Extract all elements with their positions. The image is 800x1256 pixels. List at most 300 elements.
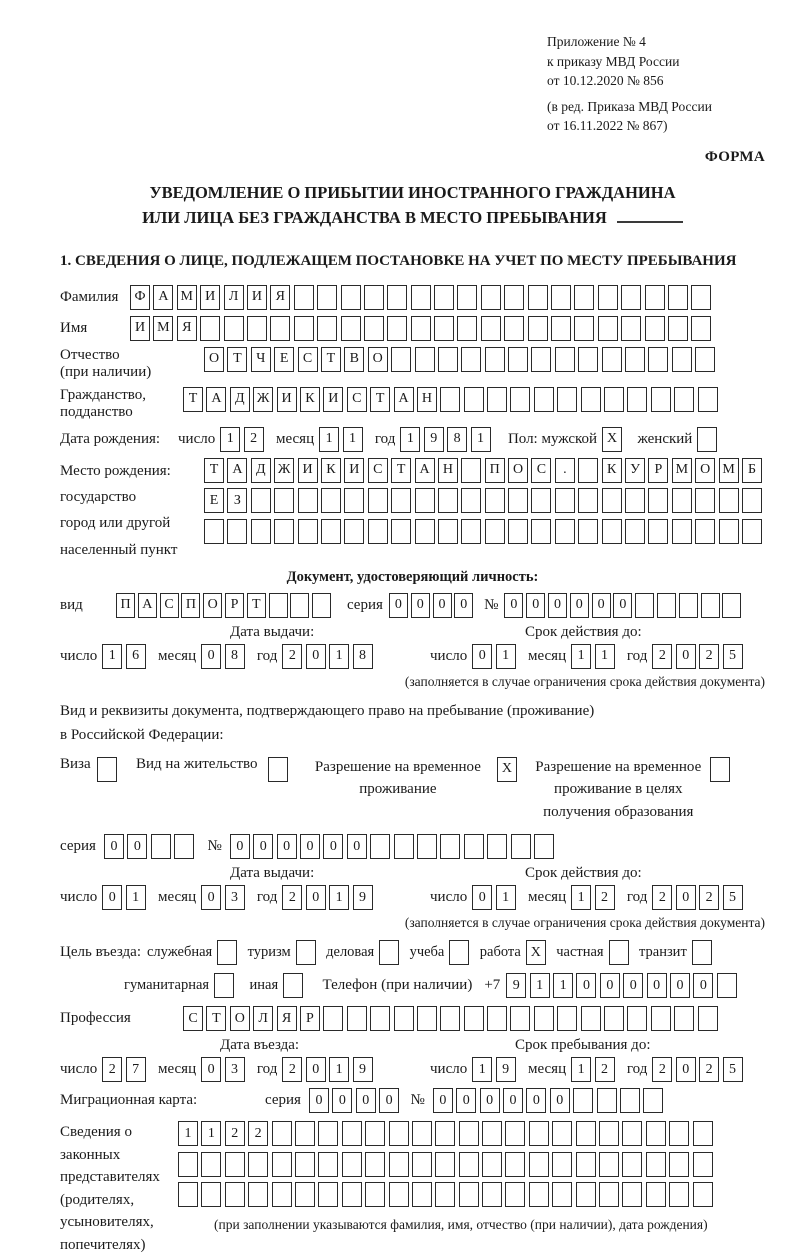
char-cell[interactable]: 2: [699, 885, 719, 910]
char-cell[interactable]: [487, 387, 507, 412]
char-cell[interactable]: [394, 834, 414, 859]
char-cell[interactable]: [482, 1121, 502, 1146]
char-cell[interactable]: С: [531, 458, 551, 483]
char-cell[interactable]: 1: [329, 644, 349, 669]
char-cell[interactable]: [578, 488, 598, 513]
char-cell[interactable]: [415, 519, 435, 544]
char-cell[interactable]: [555, 347, 575, 372]
char-cell[interactable]: [178, 1152, 198, 1177]
char-cell[interactable]: П: [485, 458, 505, 483]
char-cell[interactable]: [321, 519, 341, 544]
char-cell[interactable]: [269, 593, 288, 618]
char-cell[interactable]: [434, 285, 454, 310]
char-cell[interactable]: [272, 1182, 292, 1207]
char-cell[interactable]: 1: [319, 427, 339, 452]
char-cell[interactable]: [200, 316, 220, 341]
char-cell[interactable]: [551, 285, 571, 310]
char-cell[interactable]: [347, 1006, 367, 1031]
char-cell[interactable]: [625, 347, 645, 372]
char-cell[interactable]: 5: [723, 644, 743, 669]
char-cell[interactable]: [698, 387, 718, 412]
char-cell[interactable]: Т: [183, 387, 203, 412]
char-cell[interactable]: 1: [496, 885, 516, 910]
char-cell[interactable]: [251, 488, 271, 513]
char-cell[interactable]: [411, 285, 431, 310]
char-cell[interactable]: [461, 488, 481, 513]
char-cell[interactable]: 0: [201, 885, 221, 910]
char-cell[interactable]: [620, 1088, 640, 1113]
char-cell[interactable]: [693, 1152, 713, 1177]
char-cell[interactable]: [599, 1182, 619, 1207]
char-cell[interactable]: [481, 316, 501, 341]
char-cell[interactable]: [201, 1152, 221, 1177]
char-cell[interactable]: [622, 1182, 642, 1207]
char-cell[interactable]: Ф: [130, 285, 150, 310]
char-cell[interactable]: 2: [595, 1057, 615, 1082]
char-cell[interactable]: [464, 1006, 484, 1031]
char-cell[interactable]: [646, 1182, 666, 1207]
char-cell[interactable]: Ж: [274, 458, 294, 483]
char-cell[interactable]: 1: [571, 644, 591, 669]
char-cell[interactable]: [461, 519, 481, 544]
char-cell[interactable]: 0: [526, 593, 545, 618]
char-cell[interactable]: [391, 519, 411, 544]
char-cell[interactable]: [651, 1006, 671, 1031]
char-cell[interactable]: [529, 1121, 549, 1146]
char-cell[interactable]: 0: [201, 644, 221, 669]
char-cell[interactable]: М: [672, 458, 692, 483]
char-cell[interactable]: [697, 427, 717, 452]
char-cell[interactable]: [312, 593, 331, 618]
char-cell[interactable]: [504, 316, 524, 341]
char-cell[interactable]: 0: [576, 973, 596, 998]
char-cell[interactable]: 0: [433, 593, 452, 618]
char-cell[interactable]: [295, 1182, 315, 1207]
char-cell[interactable]: [669, 1182, 689, 1207]
char-cell[interactable]: [581, 387, 601, 412]
char-cell[interactable]: 0: [323, 834, 343, 859]
char-cell[interactable]: [317, 285, 337, 310]
char-cell[interactable]: [364, 285, 384, 310]
char-cell[interactable]: [438, 488, 458, 513]
char-cell[interactable]: [464, 834, 484, 859]
char-cell[interactable]: [645, 285, 665, 310]
char-cell[interactable]: [602, 519, 622, 544]
char-cell[interactable]: 0: [347, 834, 367, 859]
char-cell[interactable]: [411, 316, 431, 341]
char-cell[interactable]: Б: [742, 458, 762, 483]
char-cell[interactable]: X: [497, 757, 517, 782]
char-cell[interactable]: [344, 519, 364, 544]
char-cell[interactable]: Р: [225, 593, 244, 618]
char-cell[interactable]: [510, 387, 530, 412]
char-cell[interactable]: 0: [472, 885, 492, 910]
char-cell[interactable]: 0: [647, 973, 667, 998]
char-cell[interactable]: [268, 757, 288, 782]
char-cell[interactable]: 0: [548, 593, 567, 618]
char-cell[interactable]: 0: [379, 1088, 399, 1113]
char-cell[interactable]: [551, 316, 571, 341]
char-cell[interactable]: Ж: [253, 387, 273, 412]
char-cell[interactable]: 0: [472, 644, 492, 669]
char-cell[interactable]: [710, 757, 730, 782]
char-cell[interactable]: 1: [102, 644, 122, 669]
char-cell[interactable]: [459, 1182, 479, 1207]
char-cell[interactable]: [528, 316, 548, 341]
char-cell[interactable]: [295, 1152, 315, 1177]
char-cell[interactable]: [602, 488, 622, 513]
char-cell[interactable]: [672, 488, 692, 513]
char-cell[interactable]: [719, 519, 739, 544]
char-cell[interactable]: [412, 1121, 432, 1146]
char-cell[interactable]: [368, 519, 388, 544]
char-cell[interactable]: 8: [447, 427, 467, 452]
char-cell[interactable]: И: [298, 458, 318, 483]
char-cell[interactable]: [298, 488, 318, 513]
char-cell[interactable]: [674, 387, 694, 412]
char-cell[interactable]: [341, 285, 361, 310]
char-cell[interactable]: 0: [670, 973, 690, 998]
char-cell[interactable]: [295, 1121, 315, 1146]
char-cell[interactable]: 1: [571, 885, 591, 910]
char-cell[interactable]: [574, 285, 594, 310]
char-cell[interactable]: [201, 1182, 221, 1207]
char-cell[interactable]: 0: [411, 593, 430, 618]
char-cell[interactable]: 0: [433, 1088, 453, 1113]
char-cell[interactable]: [370, 834, 390, 859]
char-cell[interactable]: 0: [102, 885, 122, 910]
char-cell[interactable]: [459, 1121, 479, 1146]
char-cell[interactable]: [217, 940, 237, 965]
char-cell[interactable]: 9: [353, 885, 373, 910]
char-cell[interactable]: [693, 1121, 713, 1146]
char-cell[interactable]: [412, 1182, 432, 1207]
char-cell[interactable]: Р: [300, 1006, 320, 1031]
char-cell[interactable]: О: [695, 458, 715, 483]
char-cell[interactable]: 0: [550, 1088, 570, 1113]
char-cell[interactable]: [342, 1182, 362, 1207]
char-cell[interactable]: [691, 316, 711, 341]
char-cell[interactable]: [621, 285, 641, 310]
char-cell[interactable]: [435, 1182, 455, 1207]
char-cell[interactable]: 1: [530, 973, 550, 998]
char-cell[interactable]: Т: [391, 458, 411, 483]
char-cell[interactable]: С: [347, 387, 367, 412]
char-cell[interactable]: А: [415, 458, 435, 483]
char-cell[interactable]: К: [300, 387, 320, 412]
char-cell[interactable]: [457, 316, 477, 341]
char-cell[interactable]: X: [526, 940, 546, 965]
char-cell[interactable]: 0: [526, 1088, 546, 1113]
char-cell[interactable]: Я: [270, 285, 290, 310]
char-cell[interactable]: [459, 1152, 479, 1177]
char-cell[interactable]: 0: [592, 593, 611, 618]
char-cell[interactable]: А: [394, 387, 414, 412]
char-cell[interactable]: П: [181, 593, 200, 618]
char-cell[interactable]: 0: [389, 593, 408, 618]
char-cell[interactable]: [573, 1088, 593, 1113]
char-cell[interactable]: 0: [300, 834, 320, 859]
char-cell[interactable]: [379, 940, 399, 965]
char-cell[interactable]: [648, 347, 668, 372]
char-cell[interactable]: [534, 834, 554, 859]
char-cell[interactable]: [627, 1006, 647, 1031]
char-cell[interactable]: [598, 285, 618, 310]
char-cell[interactable]: [449, 940, 469, 965]
char-cell[interactable]: Ч: [251, 347, 271, 372]
char-cell[interactable]: Т: [206, 1006, 226, 1031]
char-cell[interactable]: [534, 1006, 554, 1031]
char-cell[interactable]: [387, 316, 407, 341]
char-cell[interactable]: [578, 519, 598, 544]
char-cell[interactable]: [625, 519, 645, 544]
char-cell[interactable]: [274, 519, 294, 544]
char-cell[interactable]: 7: [126, 1057, 146, 1082]
char-cell[interactable]: [318, 1121, 338, 1146]
char-cell[interactable]: [461, 458, 481, 483]
char-cell[interactable]: [464, 387, 484, 412]
char-cell[interactable]: [317, 316, 337, 341]
char-cell[interactable]: [294, 285, 314, 310]
char-cell[interactable]: 2: [102, 1057, 122, 1082]
char-cell[interactable]: 0: [456, 1088, 476, 1113]
char-cell[interactable]: 2: [225, 1121, 245, 1146]
char-cell[interactable]: [504, 285, 524, 310]
char-cell[interactable]: 1: [553, 973, 573, 998]
char-cell[interactable]: [695, 519, 715, 544]
char-cell[interactable]: К: [602, 458, 622, 483]
char-cell[interactable]: 2: [652, 1057, 672, 1082]
char-cell[interactable]: [621, 316, 641, 341]
char-cell[interactable]: [701, 593, 720, 618]
char-cell[interactable]: 2: [244, 427, 264, 452]
char-cell[interactable]: [251, 519, 271, 544]
char-cell[interactable]: 1: [201, 1121, 221, 1146]
char-cell[interactable]: [323, 1006, 343, 1031]
char-cell[interactable]: М: [153, 316, 173, 341]
char-cell[interactable]: Н: [417, 387, 437, 412]
char-cell[interactable]: [457, 285, 477, 310]
char-cell[interactable]: [692, 940, 712, 965]
char-cell[interactable]: [722, 593, 741, 618]
char-cell[interactable]: И: [200, 285, 220, 310]
char-cell[interactable]: С: [368, 458, 388, 483]
char-cell[interactable]: [487, 834, 507, 859]
char-cell[interactable]: [668, 316, 688, 341]
char-cell[interactable]: М: [719, 458, 739, 483]
char-cell[interactable]: А: [227, 458, 247, 483]
char-cell[interactable]: 6: [126, 644, 146, 669]
char-cell[interactable]: [482, 1152, 502, 1177]
char-cell[interactable]: [435, 1121, 455, 1146]
char-cell[interactable]: Т: [247, 593, 266, 618]
char-cell[interactable]: 0: [356, 1088, 376, 1113]
char-cell[interactable]: [555, 488, 575, 513]
char-cell[interactable]: [511, 834, 531, 859]
char-cell[interactable]: [415, 488, 435, 513]
char-cell[interactable]: 0: [693, 973, 713, 998]
char-cell[interactable]: 1: [471, 427, 491, 452]
char-cell[interactable]: 9: [496, 1057, 516, 1082]
char-cell[interactable]: [668, 285, 688, 310]
char-cell[interactable]: 0: [570, 593, 589, 618]
char-cell[interactable]: [599, 1121, 619, 1146]
char-cell[interactable]: 8: [353, 644, 373, 669]
char-cell[interactable]: Т: [204, 458, 224, 483]
char-cell[interactable]: [440, 387, 460, 412]
char-cell[interactable]: Л: [224, 285, 244, 310]
char-cell[interactable]: 1: [400, 427, 420, 452]
char-cell[interactable]: [643, 1088, 663, 1113]
char-cell[interactable]: 8: [225, 644, 245, 669]
char-cell[interactable]: 0: [230, 834, 250, 859]
char-cell[interactable]: Л: [253, 1006, 273, 1031]
char-cell[interactable]: Н: [438, 458, 458, 483]
char-cell[interactable]: [151, 834, 171, 859]
char-cell[interactable]: Д: [251, 458, 271, 483]
char-cell[interactable]: [227, 519, 247, 544]
char-cell[interactable]: [440, 1006, 460, 1031]
char-cell[interactable]: [440, 834, 460, 859]
char-cell[interactable]: С: [298, 347, 318, 372]
char-cell[interactable]: 1: [472, 1057, 492, 1082]
char-cell[interactable]: 0: [676, 644, 696, 669]
char-cell[interactable]: О: [204, 347, 224, 372]
char-cell[interactable]: [557, 1006, 577, 1031]
char-cell[interactable]: [224, 316, 244, 341]
char-cell[interactable]: П: [116, 593, 135, 618]
char-cell[interactable]: [698, 1006, 718, 1031]
char-cell[interactable]: [417, 1006, 437, 1031]
char-cell[interactable]: [294, 316, 314, 341]
char-cell[interactable]: [342, 1152, 362, 1177]
char-cell[interactable]: [342, 1121, 362, 1146]
char-cell[interactable]: 2: [282, 644, 302, 669]
char-cell[interactable]: 2: [282, 1057, 302, 1082]
char-cell[interactable]: 2: [699, 644, 719, 669]
char-cell[interactable]: [672, 347, 692, 372]
char-cell[interactable]: [435, 1152, 455, 1177]
char-cell[interactable]: [485, 347, 505, 372]
char-cell[interactable]: [552, 1121, 572, 1146]
char-cell[interactable]: [248, 1182, 268, 1207]
char-cell[interactable]: [574, 316, 594, 341]
char-cell[interactable]: 0: [454, 593, 473, 618]
char-cell[interactable]: [505, 1182, 525, 1207]
char-cell[interactable]: [341, 316, 361, 341]
char-cell[interactable]: [552, 1152, 572, 1177]
char-cell[interactable]: [508, 519, 528, 544]
char-cell[interactable]: 0: [253, 834, 273, 859]
char-cell[interactable]: 5: [723, 1057, 743, 1082]
char-cell[interactable]: Р: [648, 458, 668, 483]
char-cell[interactable]: 0: [306, 644, 326, 669]
char-cell[interactable]: [364, 316, 384, 341]
char-cell[interactable]: 3: [225, 1057, 245, 1082]
char-cell[interactable]: [648, 519, 668, 544]
char-cell[interactable]: [646, 1121, 666, 1146]
char-cell[interactable]: 9: [424, 427, 444, 452]
char-cell[interactable]: 0: [306, 885, 326, 910]
char-cell[interactable]: [627, 387, 647, 412]
char-cell[interactable]: [178, 1182, 198, 1207]
char-cell[interactable]: [412, 1152, 432, 1177]
char-cell[interactable]: С: [160, 593, 179, 618]
char-cell[interactable]: [695, 347, 715, 372]
char-cell[interactable]: 0: [127, 834, 147, 859]
char-cell[interactable]: [679, 593, 698, 618]
char-cell[interactable]: [214, 973, 234, 998]
char-cell[interactable]: А: [206, 387, 226, 412]
char-cell[interactable]: К: [321, 458, 341, 483]
char-cell[interactable]: [646, 1152, 666, 1177]
char-cell[interactable]: И: [277, 387, 297, 412]
char-cell[interactable]: [578, 347, 598, 372]
char-cell[interactable]: [693, 1182, 713, 1207]
char-cell[interactable]: 0: [480, 1088, 500, 1113]
char-cell[interactable]: 2: [699, 1057, 719, 1082]
char-cell[interactable]: [505, 1152, 525, 1177]
char-cell[interactable]: 9: [353, 1057, 373, 1082]
char-cell[interactable]: 2: [595, 885, 615, 910]
char-cell[interactable]: [296, 940, 316, 965]
char-cell[interactable]: 0: [613, 593, 632, 618]
char-cell[interactable]: [742, 488, 762, 513]
char-cell[interactable]: Т: [227, 347, 247, 372]
char-cell[interactable]: [635, 593, 654, 618]
char-cell[interactable]: [602, 347, 622, 372]
char-cell[interactable]: [529, 1182, 549, 1207]
char-cell[interactable]: [531, 347, 551, 372]
char-cell[interactable]: [391, 347, 411, 372]
char-cell[interactable]: [604, 1006, 624, 1031]
char-cell[interactable]: А: [153, 285, 173, 310]
char-cell[interactable]: [481, 285, 501, 310]
char-cell[interactable]: 0: [309, 1088, 329, 1113]
char-cell[interactable]: [248, 1152, 268, 1177]
char-cell[interactable]: [599, 1152, 619, 1177]
char-cell[interactable]: [648, 488, 668, 513]
char-cell[interactable]: 1: [496, 644, 516, 669]
char-cell[interactable]: [365, 1121, 385, 1146]
char-cell[interactable]: [485, 488, 505, 513]
char-cell[interactable]: З: [227, 488, 247, 513]
char-cell[interactable]: О: [230, 1006, 250, 1031]
char-cell[interactable]: У: [625, 458, 645, 483]
char-cell[interactable]: [576, 1182, 596, 1207]
char-cell[interactable]: [204, 519, 224, 544]
char-cell[interactable]: Я: [277, 1006, 297, 1031]
char-cell[interactable]: 0: [503, 1088, 523, 1113]
char-cell[interactable]: [247, 316, 267, 341]
char-cell[interactable]: Е: [204, 488, 224, 513]
char-cell[interactable]: 0: [676, 1057, 696, 1082]
char-cell[interactable]: [97, 757, 117, 782]
char-cell[interactable]: [434, 316, 454, 341]
char-cell[interactable]: [283, 973, 303, 998]
char-cell[interactable]: [318, 1182, 338, 1207]
char-cell[interactable]: [298, 519, 318, 544]
char-cell[interactable]: 1: [571, 1057, 591, 1082]
char-cell[interactable]: [578, 458, 598, 483]
char-cell[interactable]: 0: [306, 1057, 326, 1082]
char-cell[interactable]: 1: [329, 885, 349, 910]
char-cell[interactable]: И: [323, 387, 343, 412]
char-cell[interactable]: 0: [332, 1088, 352, 1113]
char-cell[interactable]: [274, 488, 294, 513]
char-cell[interactable]: [461, 347, 481, 372]
char-cell[interactable]: [290, 593, 309, 618]
